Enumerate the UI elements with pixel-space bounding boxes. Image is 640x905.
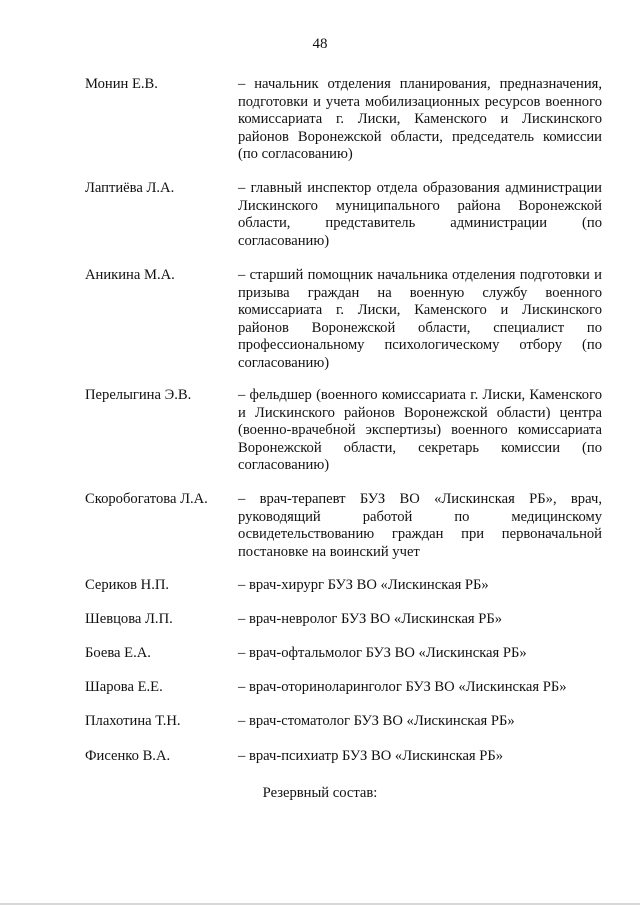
member-name: Шевцова Л.П. [85, 611, 173, 627]
member-role: – врач-психиатр БУЗ ВО «Лискинская РБ» [238, 748, 504, 764]
member-role: – фельдшер (военного комиссариата г. Лиски, Каменского и Лискинского районов Воронежской области) центра (военно-врачебной экспертизы) военного комиссариата Воронежской области, секретарь комиссии (по согласованию) [238, 387, 602, 474]
page-number: 48 [312, 36, 328, 52]
member-entry [85, 387, 605, 475]
member-role: – старший помощник начальника отделения подготовки и призыва граждан на военную службу военного комиссариата г. Лиски, Каменского и Лискинского районов Воронежской области, специалист по профессиональному психологическому отбору (по согласованию) [238, 267, 602, 371]
member-name: Скоробогатова Л.А. [85, 491, 208, 507]
member-name: Сериков Н.П. [85, 577, 170, 593]
member-entry [85, 267, 605, 373]
member-entry [85, 748, 605, 766]
member-name: Лаптиёва Л.А. [85, 180, 175, 196]
member-entry [85, 577, 605, 595]
member-name: Боева Е.А. [85, 645, 151, 661]
member-entry [85, 76, 605, 164]
member-name: Аникина М.А. [85, 267, 175, 283]
member-role: – врач-стоматолог БУЗ ВО «Лискинская РБ» [238, 713, 515, 729]
member-entry [85, 645, 605, 663]
member-name: Перелыгина Э.В. [85, 387, 192, 403]
member-entry [85, 713, 605, 731]
member-role: – начальник отделения планирования, предназначения, подготовки и учета мобилизационных ресурсов военного комиссариата г. Лиски, Каменского и Лискинского районов Воронежской области, председатель комиссии (по согласованию) [238, 76, 602, 163]
member-entry [85, 491, 605, 561]
member-role: – врач-терапевт БУЗ ВО «Лискинская РБ», врач, руководящий работой по медицинскому освидетельствованию граждан при первоначальной постановке на воинский учет [238, 491, 602, 560]
member-role: – врач-оториноларинголог БУЗ ВО «Лискинская РБ» [238, 679, 567, 695]
member-entry [85, 180, 605, 250]
member-role: – врач-невролог БУЗ ВО «Лискинская РБ» [238, 611, 503, 627]
member-name: Шарова Е.Е. [85, 679, 163, 695]
member-entry [85, 679, 605, 697]
reserve-heading: Резервный состав: [262, 785, 378, 801]
member-role: – главный инспектор отдела образования администрации Лискинского муниципального района Воронежской области, представитель администрации (по согласованию) [238, 180, 602, 249]
member-role: – врач-офтальмолог БУЗ ВО «Лискинская РБ» [238, 645, 527, 661]
member-role: – врач-хирург БУЗ ВО «Лискинская РБ» [238, 577, 489, 593]
member-name: Плахотина Т.Н. [85, 713, 181, 729]
member-name: Фисенко В.А. [85, 748, 171, 764]
member-entry [85, 611, 605, 629]
member-name: Монин Е.В. [85, 76, 158, 92]
